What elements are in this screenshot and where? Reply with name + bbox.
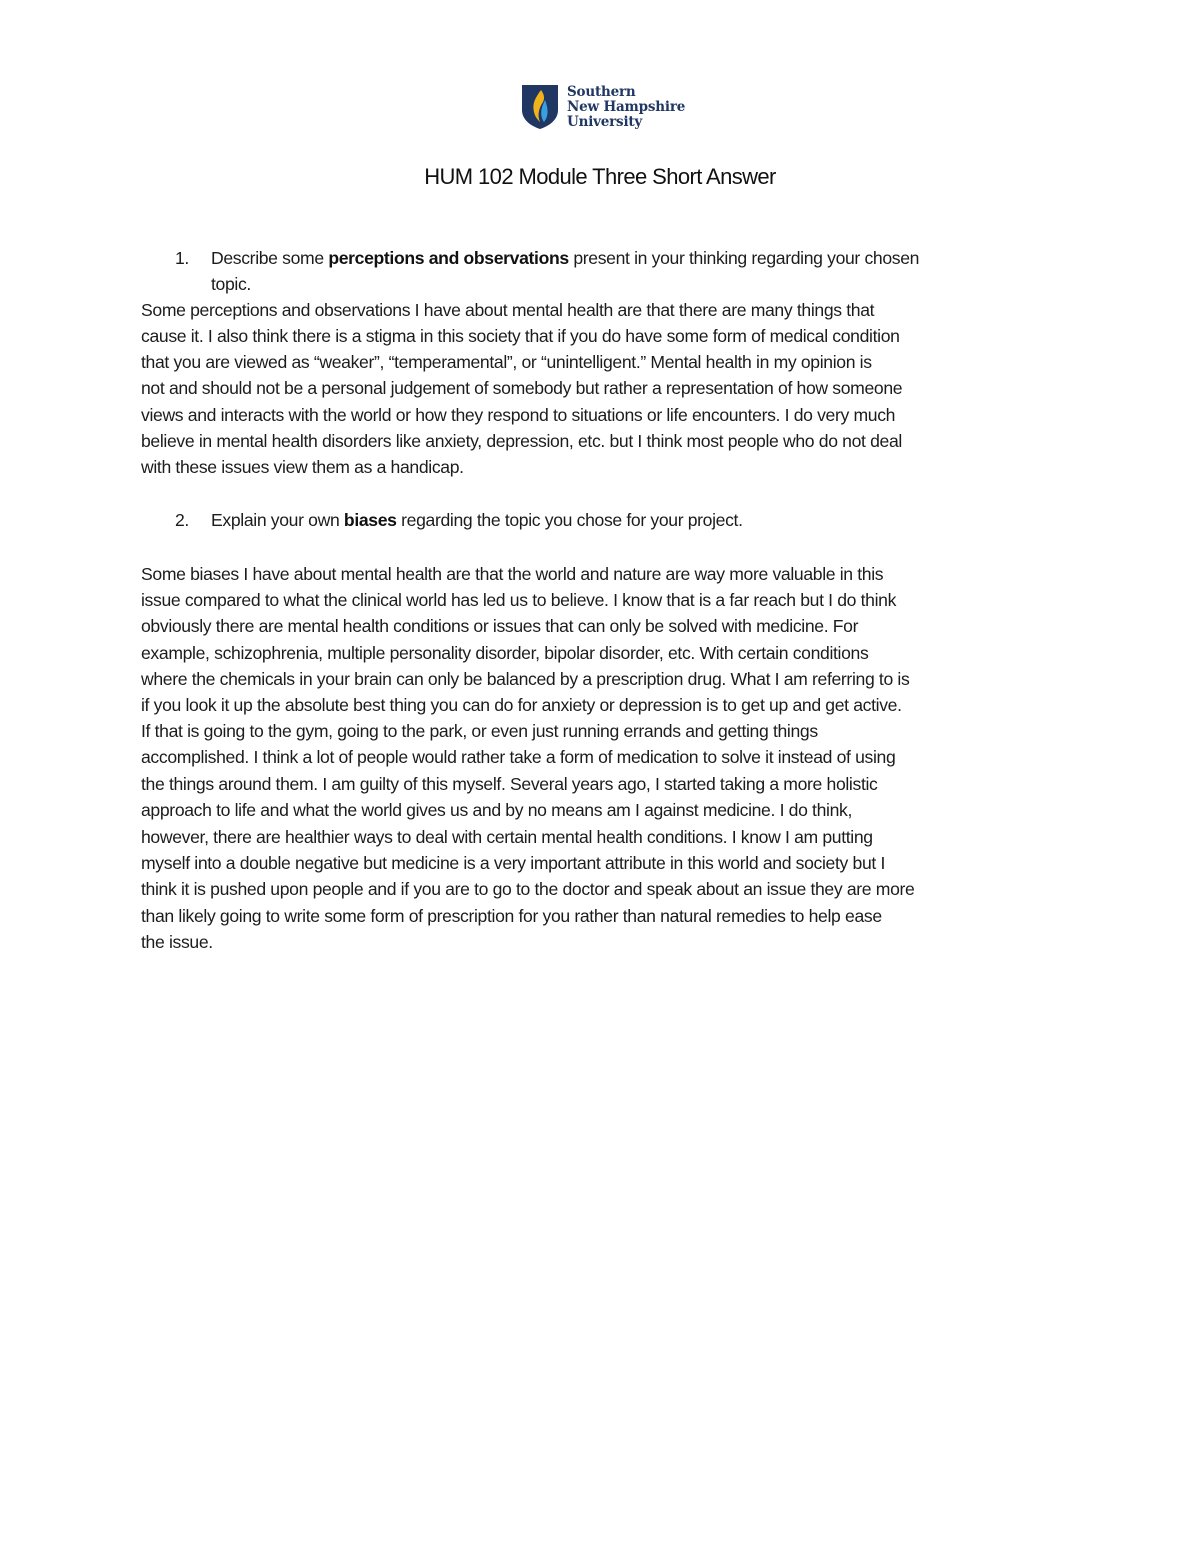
prompt-emphasis: perceptions and observations [328,248,569,268]
logo-line-1: Southern [567,83,636,100]
answer-line: issue compared to what the clinical world has led us to believe. I know that is a far reach but I do think [141,590,897,610]
answer-line: Some biases I have about mental health are that the world and nature are way more valuable in this [141,564,884,584]
shield-flame-icon [521,84,559,130]
answer-line: if you look it up the absolute best thing you can do for anxiety or depression is to get up and get active. [141,695,902,715]
answer-line: the issue. [141,932,213,952]
prompt-text: regarding the topic you chose for your project. [396,510,743,530]
answer-line: however, there are healthier ways to deal with certain mental health conditions. I know I am putting [141,827,873,847]
question-prompt-continuation: topic. [211,274,251,294]
answer-line: believe in mental health disorders like anxiety, depression, etc. but I think most people who do not deal [141,431,902,451]
answer-line: approach to life and what the world gives us and by no means am I against medicine. I do think, [141,800,853,820]
university-logo [521,84,685,130]
answer-line: Some perceptions and observations I have about mental health are that there are many things that [141,300,875,320]
answer-line: not and should not be a personal judgement of somebody but rather a representation of how someone [141,378,903,398]
answer-line: than likely going to write some form of prescription for you rather than natural remedies to help ease [141,906,882,926]
answer-line: the things around them. I am guilty of this myself. Several years ago, I started taking a more holistic [141,774,878,794]
prompt-text: Describe some [211,248,329,268]
question-prompt [211,510,743,531]
answer-line: accomplished. I think a lot of people would rather take a form of medication to solve it instead of using [141,747,896,767]
page-title: HUM 102 Module Three Short Answer [424,164,776,189]
answer-line: cause it. I also think there is a stigma in this society that if you do have some form of medical condition [141,326,900,346]
answer-line: myself into a double negative but medicine is a very important attribute in this world and society but I [141,853,885,873]
question-number: 2. [175,510,189,530]
logo-line-3: University [567,113,643,130]
answer-line: If that is going to the gym, going to the park, or even just running errands and getting things [141,721,818,741]
question-prompt [211,248,919,269]
answer-line: that you are viewed as “weaker”, “temperamental”, or “unintelligent.” Mental health in my opinion is [141,352,872,372]
answer-line: obviously there are mental health conditions or issues that can only be solved with medicine. For [141,616,859,636]
question-number: 1. [175,248,189,268]
prompt-text: present in your thinking regarding your chosen [568,248,920,268]
prompt-emphasis: biases [343,510,397,530]
prompt-text: Explain your own [211,510,344,530]
answer-line: with these issues view them as a handicap. [141,457,464,477]
answer-line: think it is pushed upon people and if you are to go to the doctor and speak about an issue they are more [141,879,915,899]
answer-line: views and interacts with the world or how they respond to situations or life encounters. I do very much [141,405,896,425]
logo-line-2: New Hampshire [567,98,686,115]
answer-line: example, schizophrenia, multiple personality disorder, bipolar disorder, etc. With certain conditions [141,643,869,663]
answer-line: where the chemicals in your brain can only be balanced by a prescription drug. What I am referring to is [141,669,910,689]
